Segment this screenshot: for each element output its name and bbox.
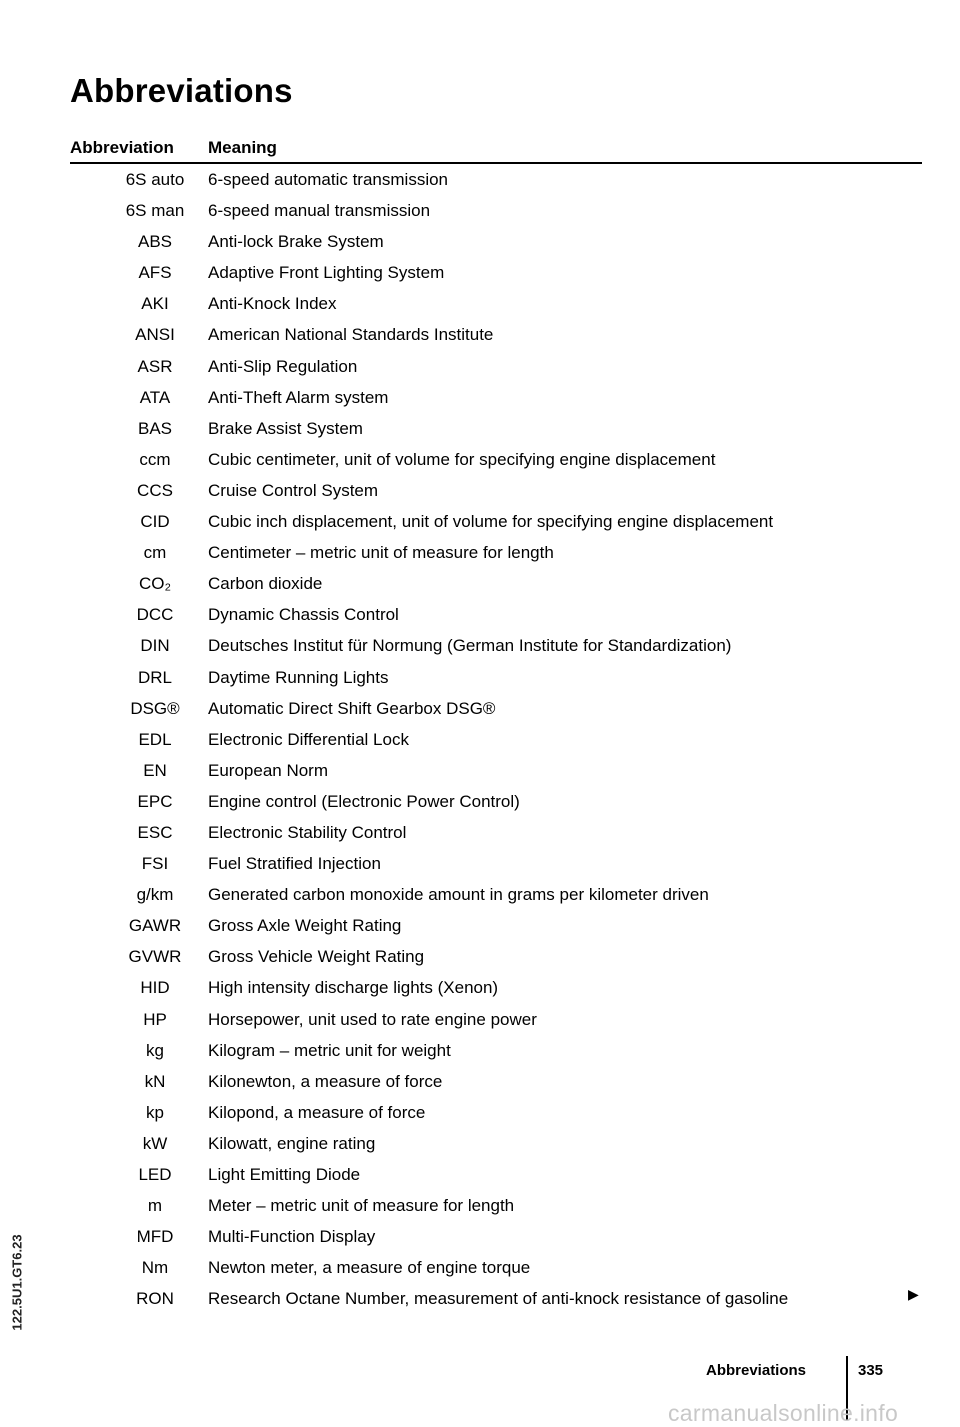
meaning-cell: High intensity discharge lights (Xenon) [208,978,499,998]
meaning-cell: Daytime Running Lights [208,667,389,687]
header-divider [70,162,922,164]
table-row [70,539,922,570]
abbreviation-cell: CID [140,512,170,532]
table-row [70,695,922,726]
table-row [70,1006,922,1037]
abbreviation-cell: EDL [138,729,172,749]
abbreviation-cell: EN [143,760,167,780]
abbreviation-cell: kW [142,1133,168,1153]
abbreviation-cell: 6S auto [125,170,185,189]
table-row [70,1068,922,1099]
abbreviation-cell: ESC [137,822,173,842]
meaning-cell: Anti-lock Brake System [208,232,384,252]
table-row [70,1285,922,1316]
abbreviation-cell: LED [138,1165,172,1184]
table-row [70,259,922,290]
abbreviation-cell: kg [146,1040,164,1060]
meaning-cell: Cruise Control System [208,480,379,500]
meaning-cell: Research Octane Number, measurement of anti-knock resistance of gasoline [208,1289,789,1309]
table-row [70,384,922,415]
meaning-cell: Adaptive Front Lighting System [208,263,445,283]
abbreviation-cell: ASR [137,356,173,376]
meaning-cell: Light Emitting Diode [208,1165,361,1184]
meaning-cell: Centimeter – metric unit of measure for length [208,543,554,563]
table-row [70,974,922,1005]
table-row [70,1037,922,1068]
meaning-cell: Electronic Differential Lock [208,729,409,749]
table-row [70,166,922,197]
meaning-cell: Kilonewton, a measure of force [208,1071,443,1091]
abbreviation-cell: AFS [138,263,172,283]
abbreviation-cell: FSI [141,854,169,874]
meaning-cell: Automatic Direct Shift Gearbox DSG® [208,698,496,718]
abbreviation-table-body [70,166,922,1316]
meaning-cell: Newton meter, a measure of engine torque [208,1258,531,1278]
meaning-cell: Dynamic Chassis Control [208,605,399,625]
meaning-cell: Multi-Function Display [208,1227,376,1247]
table-row [70,664,922,695]
table-row [70,819,922,850]
table-row [70,290,922,321]
abbreviation-cell: Nm [141,1258,169,1278]
meaning-cell: Gross Axle Weight Rating [208,916,402,936]
abbreviation-cell: GAWR [128,916,182,936]
page-number: 335 [858,1362,884,1379]
table-row [70,197,922,228]
abbreviation-cell: ccm [139,449,171,469]
watermark: carmanualsonline.info [668,1400,899,1426]
table-row [70,477,922,508]
table-row [70,415,922,446]
table-row [70,912,922,943]
table-row [70,1223,922,1254]
table-row [70,508,922,539]
abbreviation-cell: 6S man [125,201,185,221]
meaning-cell: Electronic Stability Control [208,822,407,842]
meaning-cell: Brake Assist System [208,418,363,438]
table-row [70,881,922,912]
meaning-cell: Engine control (Electronic Power Control) [208,791,520,811]
abbreviation-cell: g/km [136,885,174,905]
abbreviation-cell: RON [136,1289,174,1309]
meaning-cell: Gross Vehicle Weight Rating [208,947,425,967]
abbreviation-cell: DCC [136,605,174,625]
meaning-cell: Cubic centimeter, unit of volume for specifying engine displacement [208,449,716,469]
table-row [70,850,922,881]
meaning-cell: Kilogram – metric unit for weight [208,1040,451,1060]
table-row [70,1254,922,1285]
page-title: Abbreviations [70,72,293,109]
meaning-cell: Fuel Stratified Injection [208,854,381,874]
meaning-cell: Carbon dioxide [208,574,323,594]
table-row [70,321,922,352]
abbreviation-cell: DRL [137,667,172,687]
meaning-cell: Anti-Theft Alarm system [208,387,389,407]
continue-arrow-icon: ▶ [908,1286,919,1302]
table-row [70,757,922,788]
meaning-cell: Anti-Knock Index [208,294,337,314]
abbreviation-cell: HP [143,1009,167,1029]
column-header-abbreviation: Abbreviation [70,138,174,157]
meaning-cell: Generated carbon monoxide amount in grams per kilometer driven [208,885,709,905]
table-row [70,446,922,477]
meaning-cell: Kilopond, a measure of force [208,1102,426,1122]
table-row [70,353,922,384]
abbreviation-cell: kp [146,1102,164,1122]
document-code: 122.5U1.GT6.23 [9,1234,25,1331]
meaning-cell: American National Standards Institute [208,325,494,345]
abbreviation-cell: MFD [136,1227,174,1247]
abbreviation-cell: EPC [137,791,173,811]
abbreviation-cell: ATA [139,387,171,407]
table-row [70,1161,922,1192]
abbreviation-cell: BAS [137,418,173,438]
abbreviation-cell: DIN [140,636,170,656]
table-row [70,788,922,819]
abbreviation-cell: cm [143,543,167,563]
table-row [70,726,922,757]
abbreviation-cell: HID [140,978,170,998]
meaning-cell: 6-speed manual transmission [208,201,431,221]
table-row [70,570,922,601]
meaning-cell: European Norm [208,760,329,780]
abbreviation-cell: ABS [137,232,173,252]
table-row [70,1130,922,1161]
abbreviation-cell: CCS [137,480,173,500]
meaning-cell: Anti-Slip Regulation [208,356,358,376]
footer-section-title: Abbreviations [706,1362,807,1379]
table-row [70,1192,922,1223]
abbreviation-cell: GVWR [128,947,182,967]
table-row [70,601,922,632]
abbreviation-cell: ANSI [135,325,175,345]
meaning-cell: Horsepower, unit used to rate engine power [208,1009,537,1029]
abbreviation-cell: kN [144,1071,166,1091]
meaning-cell: Cubic inch displacement, unit of volume for specifying engine displacement [208,512,774,532]
table-row [70,632,922,663]
meaning-cell: Kilowatt, engine rating [208,1133,376,1153]
table-row [70,228,922,259]
table-row [70,1099,922,1130]
meaning-cell: Meter – metric unit of measure for length [208,1196,515,1216]
table-header [70,138,922,162]
abbreviation-cell: AKI [141,294,169,314]
abbreviation-cell: m [147,1196,163,1216]
abbreviation-cell: CO₂ [138,574,172,594]
meaning-cell: Deutsches Institut für Normung (German Institute for Standardization) [208,636,732,656]
meaning-cell: 6-speed automatic transmission [208,170,449,189]
table-row [70,943,922,974]
column-header-meaning: Meaning [208,138,277,157]
abbreviation-cell: DSG® [130,698,180,718]
